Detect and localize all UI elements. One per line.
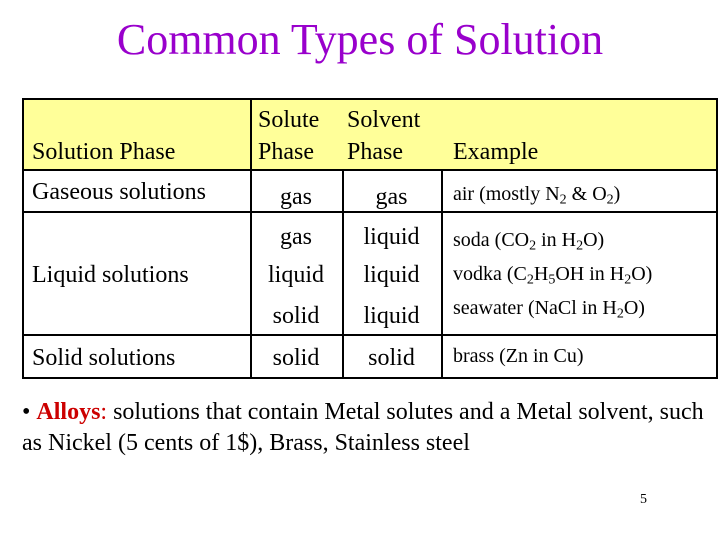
column-divider-3 xyxy=(441,171,443,379)
group-solid: Solid solutions xyxy=(32,345,176,371)
header-solvent-phase: Phase xyxy=(347,139,403,165)
header-solution-phase: Solution Phase xyxy=(32,139,176,165)
bullet-text: solutions that contain Metal solutes and a Metal solvent, such as Nickel (5 cents of 1$), Brass, Stainless steel xyxy=(22,399,704,456)
solute-cell: liquid xyxy=(267,262,324,288)
solute-cell: gas xyxy=(280,224,312,250)
example-cell: air (mostly $N_2$ & $O_2$) xyxy=(453,183,621,208)
table-border-top xyxy=(22,98,718,100)
bullet-colon: : xyxy=(100,399,108,425)
header-example: Example xyxy=(453,139,539,165)
header-solvent: Solvent xyxy=(347,107,421,133)
solvent-cell: gas xyxy=(375,184,408,210)
alloys-bullet xyxy=(22,397,718,459)
row-divider-liquid xyxy=(22,334,718,336)
solvent-cell: liquid xyxy=(363,262,420,288)
solvent-cell: liquid xyxy=(363,224,420,250)
header-divider xyxy=(22,169,718,171)
table-border-right xyxy=(716,98,718,379)
solvent-cell: liquid xyxy=(363,303,420,329)
example-cell: soda ($CO_2$ in $H_2O$) xyxy=(453,229,605,254)
table-border-left xyxy=(22,98,24,379)
solute-cell: gas xyxy=(280,184,312,210)
example-cell: brass (Zn in Cu) xyxy=(453,345,584,367)
group-gaseous: Gaseous solutions xyxy=(32,179,206,205)
solvent-cell: solid xyxy=(368,345,415,371)
slide-title: Common Types of Solution xyxy=(116,15,604,64)
example-cell: vodka ($C_2H_5OH$ in $H_2O$) xyxy=(453,263,653,288)
header-solute: Solute xyxy=(258,107,320,133)
page-number: 5 xyxy=(640,492,647,507)
solute-cell: solid xyxy=(272,345,320,371)
table-border-bottom xyxy=(22,377,718,379)
row-divider-gas xyxy=(22,211,718,213)
header-solute-phase: Phase xyxy=(258,139,314,165)
solute-cell: solid xyxy=(272,303,320,329)
bullet-keyword: Alloys xyxy=(36,399,101,425)
group-liquid: Liquid solutions xyxy=(32,262,189,288)
solution-types-table xyxy=(22,98,718,379)
example-cell: seawater (NaCl in $H_2O$) xyxy=(453,297,645,322)
bullet-marker: • xyxy=(22,399,31,425)
